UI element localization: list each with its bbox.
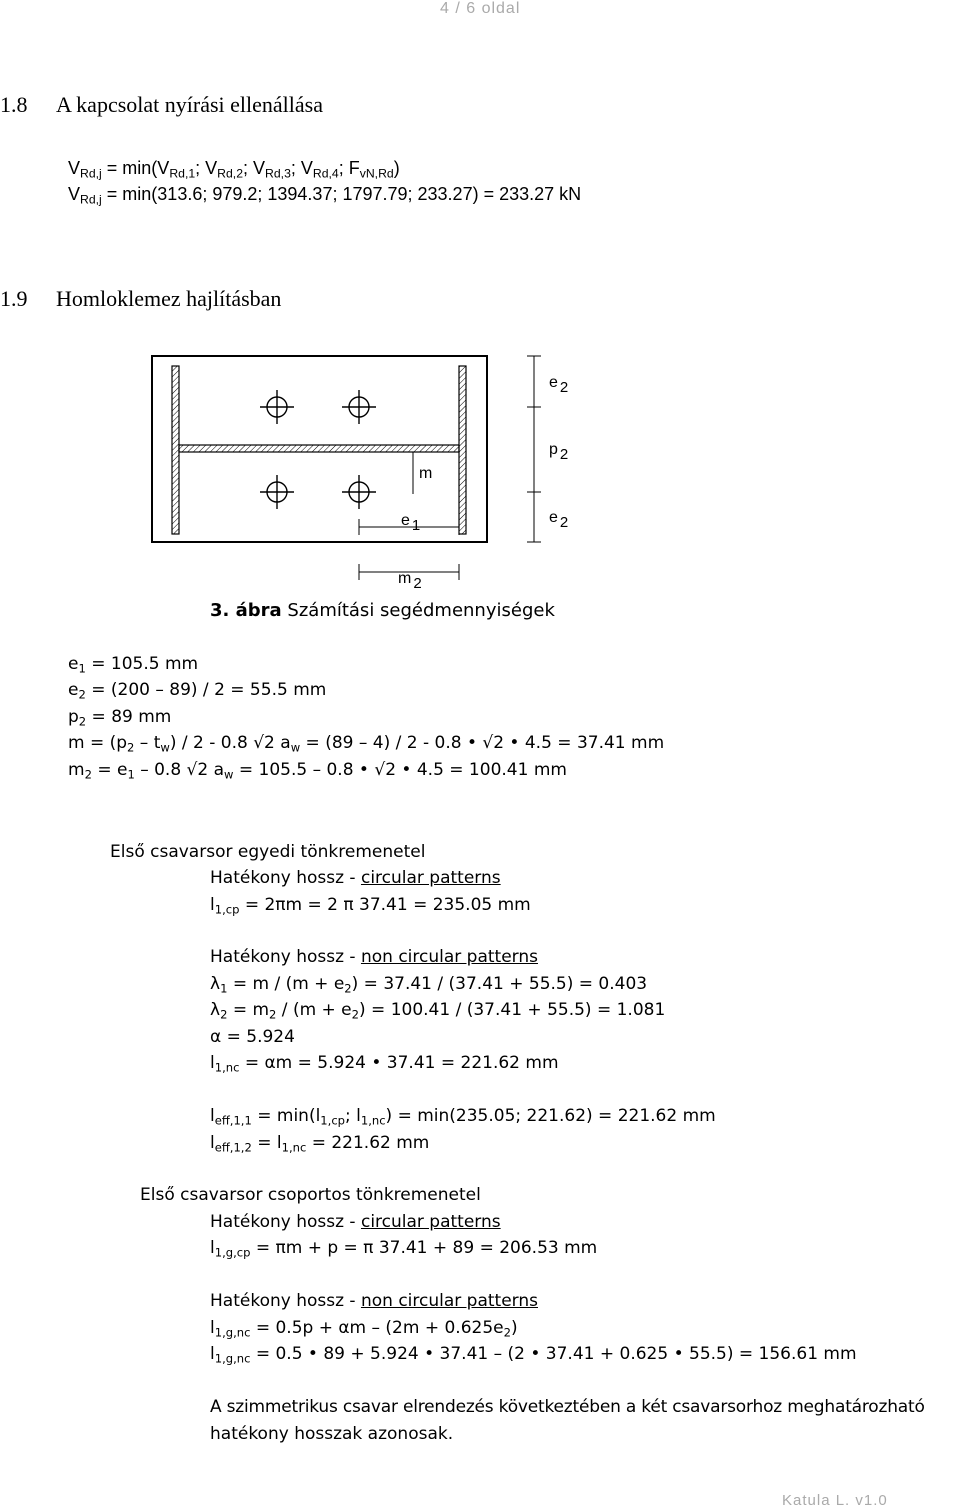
web (179, 445, 459, 452)
section-number: 1.9 (0, 286, 28, 311)
formula-l1nc: $l_{1,nc} = \alpha m = 5.924$ • 37.41 = 221.62 mm (210, 1053, 559, 1075)
param-p2: $p_2 = 89$ mm (68, 707, 172, 729)
label-m2: m 2 (398, 570, 422, 592)
param-e2: $e_2 = (200 - 89) / 2 = 55.5$ mm (68, 680, 327, 702)
footer-author: Katula L. v1.0 (782, 1492, 888, 1509)
formula-leff12: $l_{eff,1,2} = l_{1,nc} = 221.62$ mm (210, 1133, 430, 1155)
formula-alpha: α = 5.924 (210, 1027, 295, 1047)
formula-lambda1: $\lambda_1 = m / (m + e_2) = 37.41 / (37.41 + 55.5) = 0.403$ (210, 974, 648, 996)
label-p2: p 2 (549, 441, 569, 463)
left-flange (172, 366, 179, 534)
bolt-bottom-left (260, 475, 294, 509)
param-m2: $m_2 = e_1 - 0.8$ √2 $a_w = 105.5 - 0.8$ • √2 • 4.5 = 100.41 mm (68, 760, 567, 782)
end-plate-figure (0, 0, 960, 640)
non-circular-patterns-link: non circular patterns (360, 947, 538, 967)
figure-caption: 3. ábra Számítási segédmennyiségek (210, 600, 555, 621)
right-flange (459, 366, 466, 534)
param-e1: $e_1 = 105.5$ mm (68, 654, 199, 676)
param-m: $m = (p_2 - t_w) / 2 - 0.8$ √2 $a_w = (89 - 4) / 2 - 0.8$ • √2 • 4.5 = 37.41 mm (68, 733, 665, 755)
bolt-bottom-right (342, 475, 376, 509)
group-failure-heading: Első csavarsor csoportos tönkremenetel (140, 1185, 481, 1205)
formula-lgnc-value: $l_{1,g,nc} = 0.5$ • 89 + 5.924 • 37.41 – (2 • 37.41 + 0.625 • 55.5) = 156.61 mm (210, 1344, 857, 1366)
conclusion-line-1: A szimmetrikus csavar elrendezés következtében a két csavarsorhoz meghatározható (210, 1397, 925, 1417)
formula-vrdj-def: $V_{Rd,j} = \min(V_{Rd,1}$; $V_{Rd,2}$; $V_{Rd,3}$; $V_{Rd,4}$; $F_{vN,Rd}$) (68, 158, 400, 181)
formula-lambda2: $\lambda_2 = m_2 / (m + e_2) = 100.41 / (37.41 + 55.5) = 1.081$ (210, 1000, 666, 1022)
formula-vrdj-value: $V_{Rd,j} = \min(313.6$; 979.2; 1394.37; 1797.79; 233.27) = 233.27 kN (68, 184, 582, 207)
bolt-top-left (260, 390, 294, 424)
circular-patterns-link: circular patterns (360, 868, 501, 888)
single-failure-heading: Első csavarsor egyedi tönkremenetel (110, 842, 426, 862)
formula-l1cp: $l_{1,cp} = 2\pi m = 2$ π 37.41 = 235.05 mm (210, 895, 531, 917)
formula-lgcp: $l_{1,g,cp} = \pi m + p = \pi$ 37.41 + 89 = 206.53 mm (210, 1238, 598, 1260)
section-title: A kapcsolat nyírási ellenállása (56, 92, 323, 117)
label-e1: e 1 (401, 512, 421, 534)
label-m: m (419, 465, 433, 482)
page-number: 4 / 6 oldal (440, 0, 521, 17)
section-title: Homloklemez hajlításban (56, 286, 282, 311)
non-circular-patterns-link: non circular patterns (360, 1291, 538, 1311)
bolt-top-right (342, 390, 376, 424)
conclusion-line-2: hatékony hosszak azonosak. (210, 1424, 454, 1444)
label-e2-bottom: e 2 (549, 509, 569, 531)
label-e2-top: e 2 (549, 374, 569, 396)
group-nc-line: Hatékony hossz - non circular patterns (210, 1291, 538, 1311)
formula-leff11: $l_{eff,1,1} = \min(l_{1,cp}$; $l_{1,nc}) = \min(235.05$; 221.62) = 221.62 mm (210, 1106, 716, 1128)
circular-patterns-link: circular patterns (360, 1212, 501, 1232)
single-cp-line: Hatékony hossz - circular patterns (210, 868, 501, 888)
formula-lgnc-general: $l_{1,g,nc} = 0.5p + \alpha m - (2m + 0.625e_2)$ (210, 1318, 518, 1340)
section-number: 1.8 (0, 92, 28, 117)
group-cp-line: Hatékony hossz - circular patterns (210, 1212, 501, 1232)
single-nc-line: Hatékony hossz - non circular patterns (210, 947, 538, 967)
